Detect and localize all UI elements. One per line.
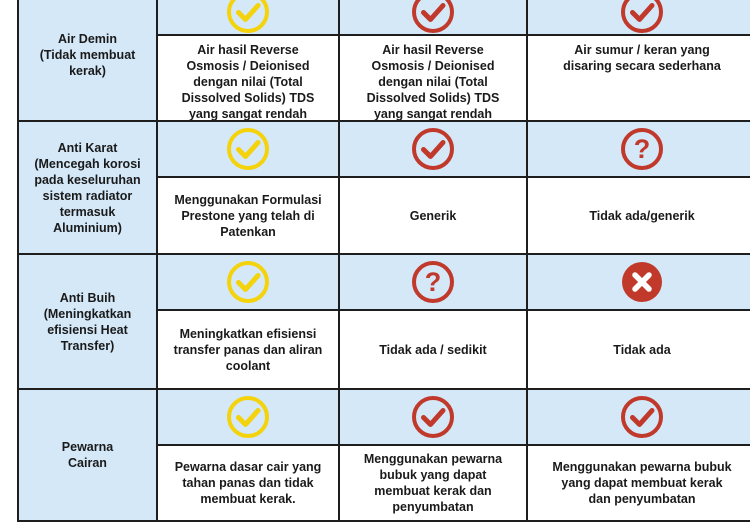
table-cell — [158, 390, 338, 520]
cell-text-zone — [528, 446, 750, 520]
check-icon — [411, 127, 455, 171]
check-icon — [620, 0, 664, 34]
table-cell — [158, 255, 338, 388]
question-icon — [620, 127, 664, 171]
cell-text: Air hasil Reverse Osmosis / Deionised dengan nilai (Total Dissolved Solids) TDS yang sangat rendah — [181, 43, 315, 120]
row-header — [19, 0, 156, 120]
check-icon — [411, 395, 455, 439]
check-icon — [226, 0, 270, 34]
table-cell — [340, 390, 526, 520]
cell-text: Tidak ada — [613, 342, 671, 357]
check-icon — [226, 127, 270, 171]
row-header — [19, 122, 156, 253]
icon-zone — [340, 390, 526, 446]
table-cell — [528, 390, 750, 520]
icon-zone — [158, 122, 338, 178]
cell-text: Tidak ada/generik — [589, 208, 695, 223]
row-label: Pewarna Cairan — [61, 440, 114, 470]
cell-text: Menggunakan pewarna bubuk yang dapat membuat kerak dan penyumbatan — [363, 452, 503, 514]
row-label: Air Demin (Tidak membuat kerak) — [39, 32, 136, 78]
cell-text-zone — [158, 178, 338, 253]
cell-text: Tidak ada / sedikit — [379, 342, 487, 357]
cell-text-zone — [528, 36, 750, 120]
table-cell — [340, 0, 526, 120]
svg-text:?: ? — [633, 134, 651, 164]
cell-text-zone — [340, 36, 526, 120]
icon-zone — [340, 255, 526, 311]
cell-text-zone — [158, 36, 338, 120]
cell-text-zone — [340, 178, 526, 253]
check-icon — [226, 260, 270, 304]
table-cell — [528, 255, 750, 388]
icon-zone — [528, 122, 750, 178]
cell-text-zone — [528, 178, 750, 253]
svg-text:?: ? — [424, 267, 442, 297]
cell-text-zone — [158, 311, 338, 388]
cell-text: Menggunakan pewarna bubuk yang dapat membuat kerak dan penyumbatan — [552, 460, 732, 506]
icon-zone — [528, 0, 750, 36]
check-icon — [226, 395, 270, 439]
table-cell — [340, 255, 526, 388]
row-label: Anti Karat (Mencegah korosi pada keseluruhan sistem radiator termasuk Aluminium) — [34, 140, 141, 235]
table-cell — [528, 122, 750, 253]
table-cell — [158, 0, 338, 120]
icon-zone — [340, 0, 526, 36]
check-icon — [620, 395, 664, 439]
question-icon — [411, 260, 455, 304]
table-cell — [528, 0, 750, 120]
row-header — [19, 255, 156, 388]
comparison-table — [17, 0, 750, 522]
table-cell — [340, 122, 526, 253]
icon-zone — [340, 122, 526, 178]
row-label: Anti Buih (Meningkatkan efisiensi Heat Transfer) — [43, 290, 132, 353]
icon-zone — [158, 390, 338, 446]
icon-zone — [158, 0, 338, 36]
cell-text: Air hasil Reverse Osmosis / Deionised dengan nilai (Total Dissolved Solids) TDS yang sangat rendah — [366, 43, 500, 120]
cell-text: Menggunakan Formulasi Prestone yang telah di Patenkan — [174, 192, 322, 239]
cell-text: Meningkatkan efisiensi transfer panas dan aliran coolant — [173, 326, 323, 373]
icon-zone — [158, 255, 338, 311]
icon-zone — [528, 255, 750, 311]
table-cell — [158, 122, 338, 253]
cell-text-zone — [158, 446, 338, 520]
row-header — [19, 390, 156, 520]
cell-text-zone — [340, 446, 526, 520]
cell-text-zone — [528, 311, 750, 388]
cell-text-zone — [340, 311, 526, 388]
cross-icon — [620, 260, 664, 304]
check-icon — [411, 0, 455, 34]
icon-zone — [528, 390, 750, 446]
cell-text: Generik — [409, 208, 457, 223]
cell-text: Pewarna dasar cair yang tahan panas dan tidak membuat kerak. — [174, 460, 322, 506]
cell-text: Air sumur / keran yang disaring secara sederhana — [563, 43, 721, 73]
